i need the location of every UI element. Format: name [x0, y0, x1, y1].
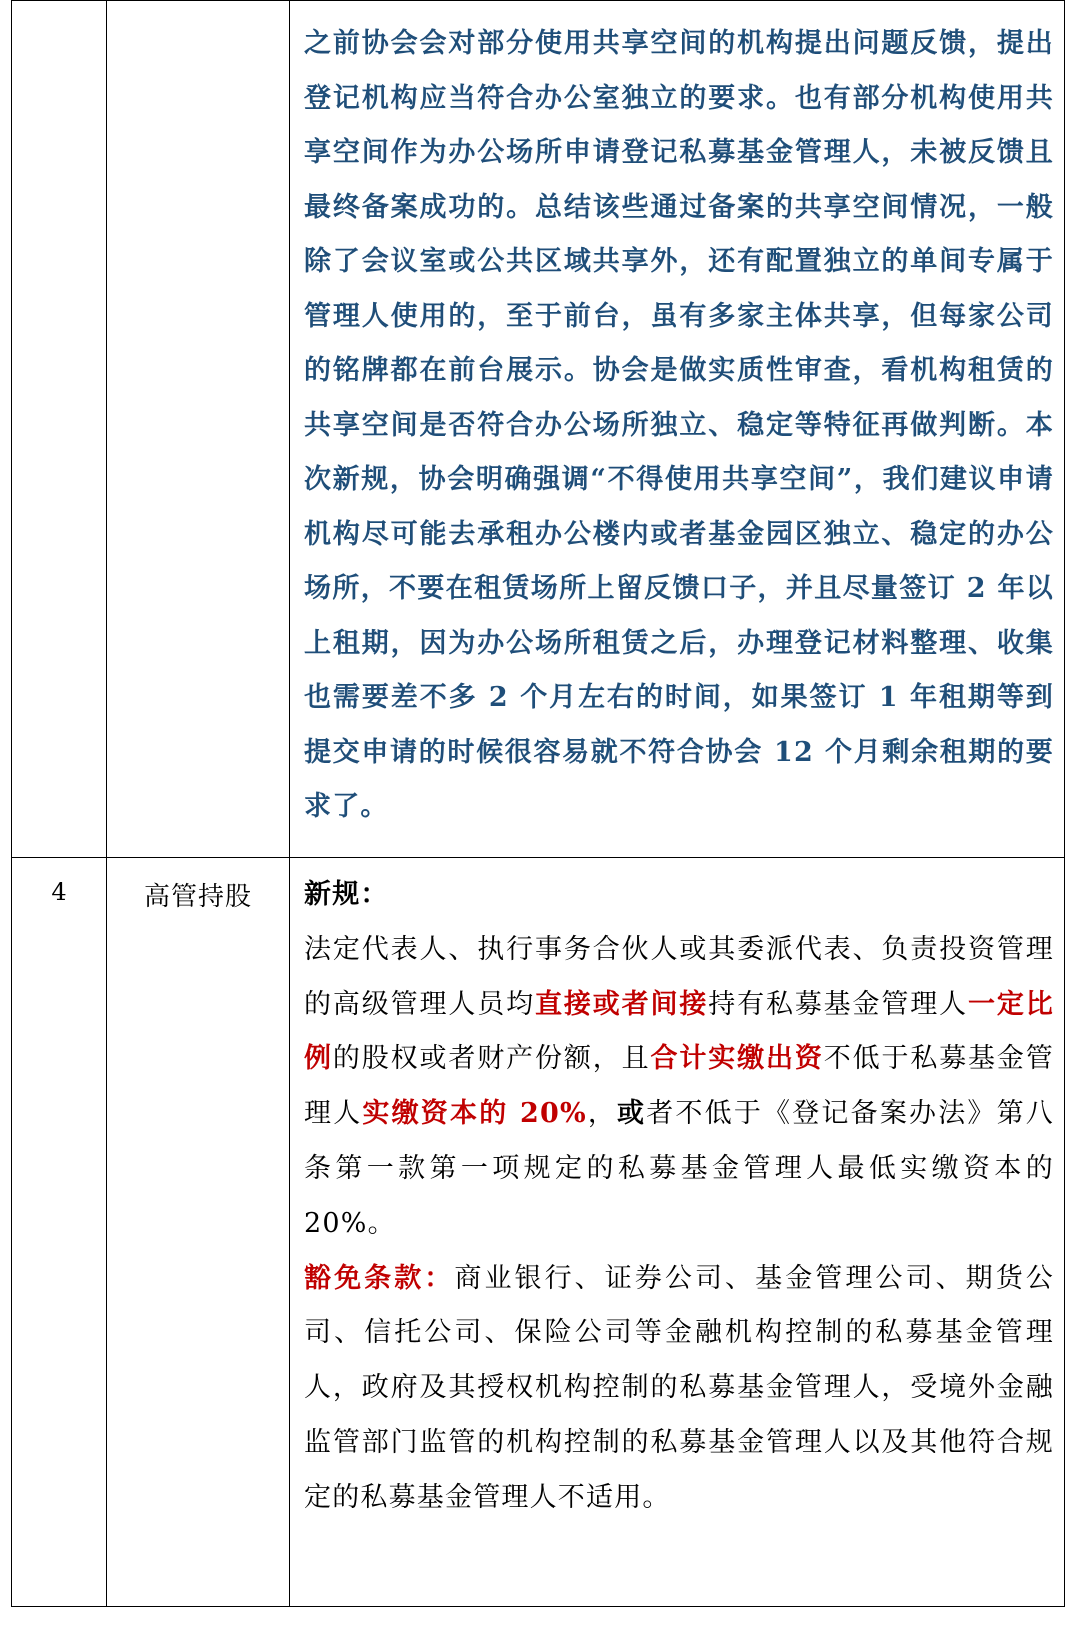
exemption-label: 豁免条款： — [304, 1262, 455, 1294]
rule-text-segment: 的股权或者财产份额，且 — [332, 1043, 651, 1075]
rule-text-segment: 法定代表人、执行事务合伙人或其委派代表、负责投资管理的高级管理人员均 — [304, 933, 1054, 1020]
row-number — [12, 1, 106, 21]
rule-highlight: 直接或者间接 — [534, 988, 709, 1020]
rule-text-segment: 者不低于《登记备案办法》第八条第一款第一项规定的私募基金管理人最低实缴资本的 20%。 — [304, 1098, 1054, 1239]
rule-text-segment: ， — [586, 1098, 618, 1130]
row-topic-cell — [107, 1, 290, 858]
row-topic: 高管持股 — [143, 882, 252, 912]
row-number-cell — [12, 858, 107, 1607]
row-topic — [107, 1, 289, 19]
regulation-table — [11, 0, 1065, 1607]
new-rule-heading: 新规： — [304, 879, 389, 910]
rule-text-segment: 持有私募基金管理人 — [708, 988, 969, 1020]
row-content-cell — [290, 858, 1065, 1607]
rule-highlight: 一定比例 — [304, 988, 1054, 1075]
table-row — [12, 858, 1065, 1607]
exemption-clause — [304, 1252, 1054, 1526]
row-topic-cell — [107, 858, 290, 1607]
rule-highlight: 合计实缴出资 — [650, 1043, 824, 1075]
analysis-paragraph: 之前协会会对部分使用共享空间的机构提出问题反馈，提出登记机构应当符合办公室独立的要求。也有部分机构使用共享空间作为办公场所申请登记私募基金管理人，未被反馈且最终备案成功的。总结该些通过备案的共享空间情况，一般除了会议室或公共区域共享外，还有配置独立的单间专属于管理人使用的，至于前台，虽有多家主体共享，但每家公司的铭牌都在前台展示。协会是做实质性审查，看机构租赁的共享空间是否符合办公场所独立、稳定等特征再做判断。本次新规，协会明确强调“不得使用共享空间”，我们建议申请机构尽可能去承租办公楼内或者基金园区独立、稳定的办公场所，不要在租赁场所上留反馈口子，并且尽量签订 2 年以上租期，因为办公场所租赁之后，办理登记材料整理、收集也需要差不多 2 个月左右的时间，如果签订 1 年租期等到提交申请的时候很容易就不符合协会 12 个月剩余租期的要求了。 — [304, 28, 1054, 822]
rule-bold-segment: 或 — [617, 1098, 647, 1130]
row-content-cell — [290, 1, 1065, 858]
table-row — [12, 1, 1065, 858]
rule-content — [290, 858, 1064, 1526]
rule-text-segment: 不低于私募基金管理人 — [304, 1043, 1055, 1130]
row-number: 4 — [51, 878, 67, 906]
rule-highlight: 实缴资本的 20% — [362, 1098, 587, 1130]
new-rule-text — [304, 923, 1054, 1252]
row-number-cell — [12, 1, 107, 858]
exemption-text: 商业银行、证券公司、基金管理公司、期货公司、信托公司、保险公司等金融机构控制的私募基金管理人，政府及其授权机构控制的私募基金管理人，受境外金融监管部门监管的机构控制的私募基金管理人以及其他符合规定的私募基金管理人不适用。 — [304, 1262, 1054, 1513]
